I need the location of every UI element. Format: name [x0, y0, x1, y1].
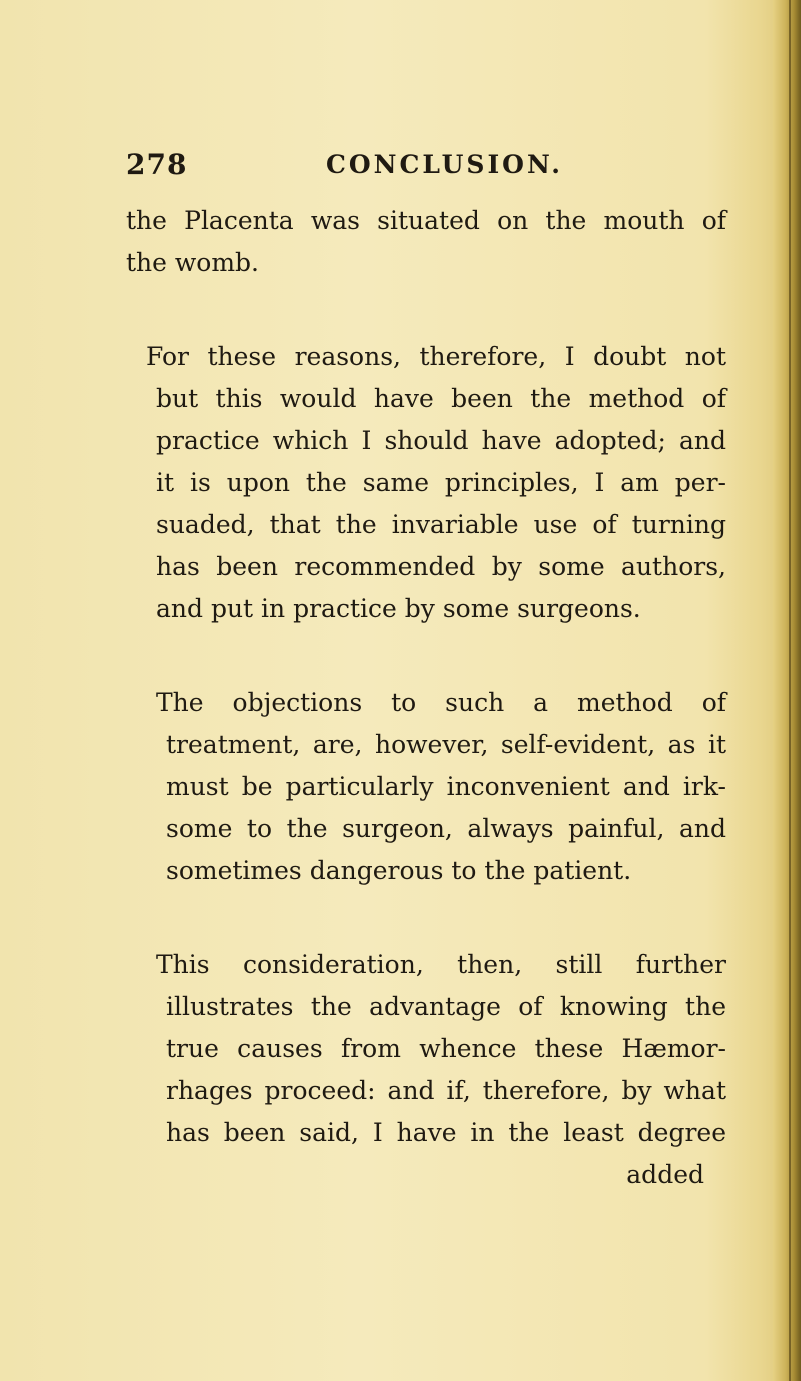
- page-edge-line: [789, 0, 791, 1381]
- text-line: the Placenta was situated on the mouth of: [126, 206, 726, 235]
- text-line: must be particularly inconvenient and irk-: [166, 772, 726, 801]
- catchword: added: [626, 1160, 704, 1189]
- page-number: 278: [126, 148, 188, 181]
- page-edge: [773, 0, 801, 1381]
- text-line: treatment, are, however, self-evident, as it: [166, 730, 726, 759]
- paragraph-4: [126, 944, 726, 1196]
- running-head: CONCLUSION.: [326, 150, 563, 179]
- text-line: For these reasons, therefore, I doubt not: [146, 342, 726, 371]
- text-line: and put in practice by some surgeons.: [156, 594, 641, 623]
- text-line: the womb.: [126, 248, 259, 277]
- text-line: some to the surgeon, always painful, and: [166, 814, 726, 843]
- text-line: illustrates the advantage of knowing the: [166, 992, 726, 1021]
- text-line: sometimes dangerous to the patient.: [166, 856, 632, 885]
- text-line: suaded, that the invariable use of turning: [156, 510, 726, 539]
- text-line: rhages proceed: and if, therefore, by what: [166, 1076, 726, 1105]
- text-line: practice which I should have adopted; and: [156, 426, 726, 455]
- text-line: The objections to such a method of: [156, 688, 726, 717]
- body-text: [126, 200, 726, 1196]
- paragraph-1: [126, 200, 726, 284]
- text-line: but this would have been the method of: [156, 384, 726, 413]
- page-header: [126, 148, 716, 188]
- text-line: it is upon the same principles, I am per-: [156, 468, 726, 497]
- paragraph-2: [126, 336, 726, 630]
- text-line: has been said, I have in the least degree: [166, 1118, 726, 1147]
- paragraph-3: [126, 682, 726, 892]
- text-line: This consideration, then, still further: [156, 950, 726, 979]
- text-line: true causes from whence these Hæmor-: [166, 1034, 726, 1063]
- text-line: has been recommended by some authors,: [156, 552, 726, 581]
